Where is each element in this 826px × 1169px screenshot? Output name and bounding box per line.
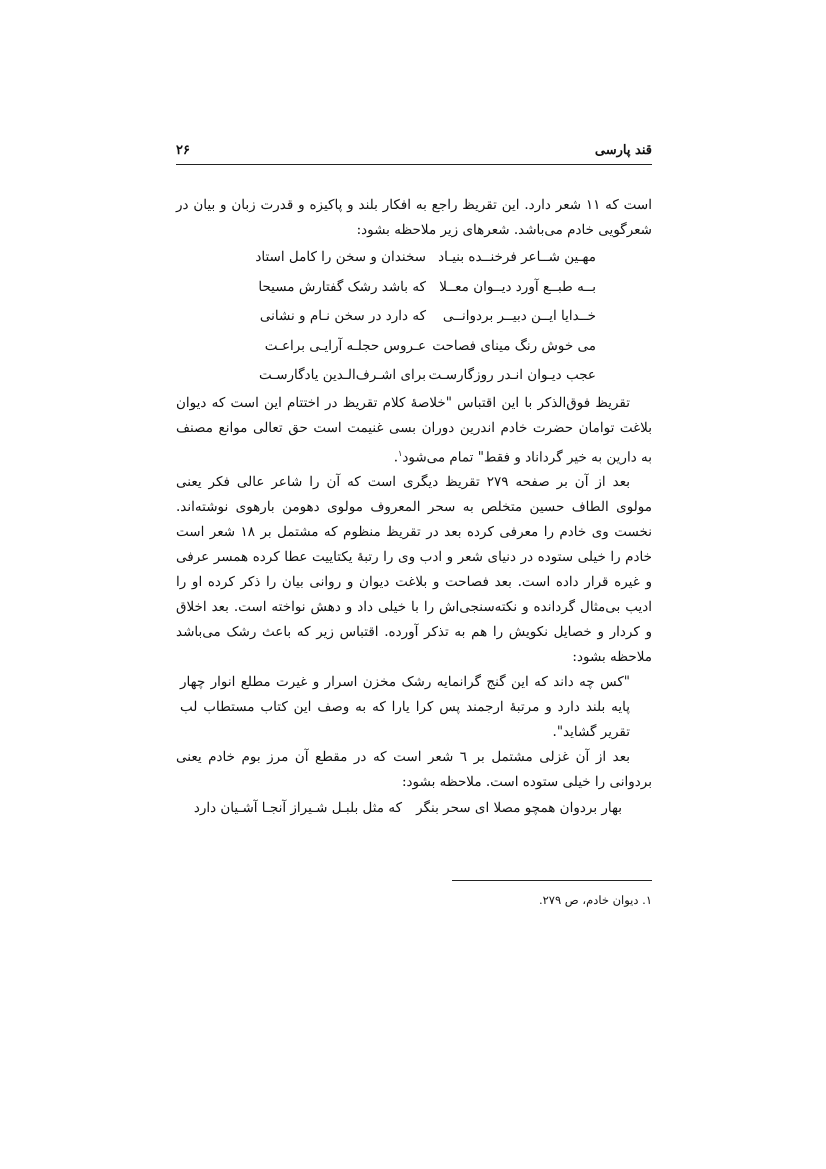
body-text (176, 193, 652, 822)
footnote-reference: ۱ (398, 448, 403, 458)
footnote-divider (452, 880, 652, 881)
paragraph-2-end: . (393, 449, 399, 465)
poem-hemistich-second: عـروس حجلـه آرایـی براعـت (264, 337, 426, 354)
poem-verse (176, 243, 652, 273)
poem-hemistich-first: خــدایا ایــن دبیــر بردوانــی (442, 308, 596, 325)
footnote: ۱. دیوان خادم، ص ۲۷۹. (538, 893, 652, 907)
block-quote: "کس چه داند که این گنج گرانمایه رشک مخزن اسرار و غیرت مطلع انوار چهار پایه بلند دارد و مرتبهٔ ارجمند پس کرا یارا که به وصف این کتاب مستطاب لب تقریر گشاید". (180, 674, 630, 740)
poem-verse (176, 361, 652, 391)
poem-hemistich-second: سخندان و سخن را کامل استاد (255, 249, 426, 266)
paragraph-3: بعد از آن بر صفحه ۲۷۹ تقریظ دیگری است که آن را شاعر عالی فکر یعنی مولوی الطاف حسین متخلص به سحر المعروف مولوی دهومن بارهوی نوشته‌اند. نخست وی خادم را معرفی کرده بعد در تقریظ منظوم که مشتمل بر ۱۸ شعر است خادم را خیلی ستوده در دنیای شعر و ادب وی را رتبهٔ یکتاییت عطا کرده همسر عرفی و غیره قرار داده است. بعد فصاحت و بلاغت دیوان و روانی بیان را ذکر کرده او را ادیب بی‌مثال گردانده و نکته‌سنجی‌اش را با خیلی داد و دهش نواخته است. بعد اخلاق و کردار و خصایل نکویش را هم به تذکر آورده. اقتباس زیر که باعث رشک می‌باشد ملاحظه بشود: (176, 474, 652, 665)
poem-hemistich-second: برای اشـرف‌الـدین یادگارسـت (259, 367, 426, 384)
paragraph-2 (176, 391, 652, 471)
running-title: قند پارسی (594, 143, 652, 158)
poem-hemistich-second: که دارد در سخن نـام و نشانی (259, 308, 426, 325)
final-verse-first: بهار بردوان همچو مصلا ای سحر بنگر (416, 800, 622, 816)
poem-hemistich-first: مهـین شــاعر فرخنــده بنیـاد (438, 249, 596, 266)
poem-block (176, 243, 652, 391)
paragraph-1: است که ۱۱ شعر دارد. این تقریظ راجع به افکار بلند و پاکیزه و قدرت زبان و بیان در شعرگویی خادم می‌باشد. شعرهای زیر ملاحظه بشود: (176, 197, 652, 238)
paragraph-4: بعد از آن غزلی مشتمل بر ٦ شعر است که در مقطع آن مرز بوم خادم یعنی بردوانی را خیلی ستوده است. ملاحظه بشود: (176, 749, 652, 790)
poem-hemistich-first: عجب دیـوان انـدر روزگارسـت (428, 367, 596, 384)
poem-hemistich-second: که باشد رشک گفتارش مسیحا (258, 278, 426, 295)
poem-hemistich-first: می خوش رنگ مینای فصاحت (432, 337, 596, 354)
book-page (176, 140, 652, 822)
final-verse-second: که مثل بلبـل شـیراز آنجـا آشـیان دارد (193, 800, 402, 816)
final-verse (176, 795, 652, 822)
running-header (176, 140, 652, 165)
page-number: ۲۶ (176, 143, 190, 158)
paragraph-2-text: تقریظ فوق‌الذکر با این اقتباس "خلاصهٔ کلام تقریظ در اختتام این است که دیوان بلاغت توامان حضرت خادم اندرین دوران بسی غنیمت است حق تعالی موانع مصنف به دارین به خیر گرداناد و فقط" تمام می‌شود (176, 394, 652, 465)
poem-verse (176, 302, 652, 332)
poem-verse (176, 273, 652, 303)
poem-hemistich-first: بــه طبــع آورد دیــوان معــلا (439, 278, 596, 295)
poem-verse (176, 332, 652, 362)
